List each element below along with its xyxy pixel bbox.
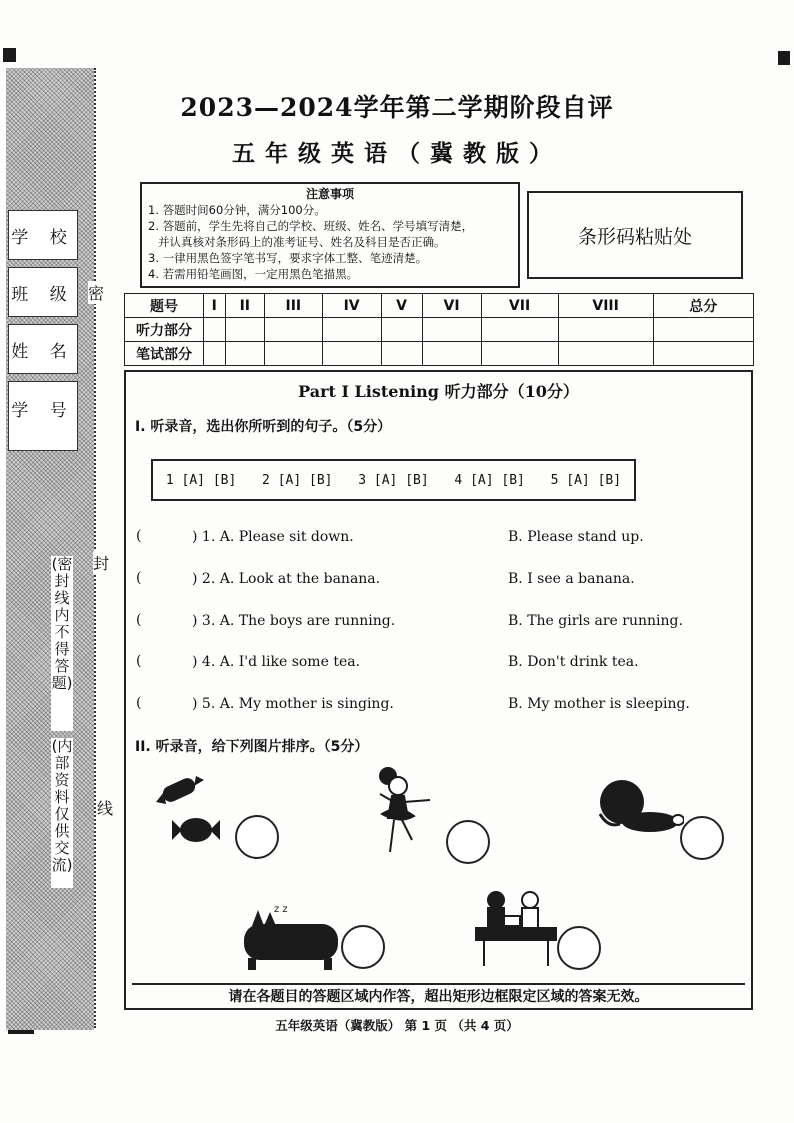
student-id-field[interactable]: 学 号	[8, 381, 78, 451]
answer-option[interactable]: 4 [A] [B]	[454, 472, 525, 488]
score-cell[interactable]	[558, 342, 653, 366]
question-option-a: ) 1. A. Please sit down.	[192, 529, 354, 545]
score-cell[interactable]	[204, 342, 226, 366]
question-option-a: ) 5. A. My mother is singing.	[192, 696, 394, 712]
score-cell[interactable]	[265, 318, 323, 342]
table-header-cell: I	[204, 294, 226, 318]
notice-heading: 注意事项	[305, 187, 354, 201]
seal-char-xian: 线	[97, 796, 113, 819]
score-cell[interactable]	[322, 342, 381, 366]
seal-line	[94, 68, 96, 1028]
section2-heading: II. 听录音，给下列图片排序。（5分）	[135, 739, 369, 755]
table-header-cell: VI	[422, 294, 481, 318]
table-header-cell: 总分	[653, 294, 753, 318]
table-header-cell: III	[265, 294, 323, 318]
page-title: 2023—2024学年第二学期阶段自评	[180, 93, 614, 122]
question-option-a: ) 3. A. The boys are running.	[192, 613, 396, 629]
score-cell[interactable]	[204, 318, 226, 342]
question-option-b: B. The girls are running.	[508, 613, 683, 629]
answer-blank[interactable]: (	[136, 570, 142, 586]
corner-mark	[778, 51, 790, 65]
question-option-b: B. Please stand up.	[508, 529, 644, 545]
table-header-cell: VII	[481, 294, 558, 318]
seal-char-mi: 密	[88, 281, 104, 304]
question-option-b: B. Don't drink tea.	[508, 654, 639, 670]
table-header-cell: VIII	[558, 294, 653, 318]
answer-circle[interactable]	[341, 925, 385, 969]
score-cell[interactable]	[653, 342, 753, 366]
answer-circle[interactable]	[446, 820, 490, 864]
answer-blank[interactable]: (	[136, 612, 142, 628]
section1-heading: I. 听录音，选出你所听到的句子。（5分）	[135, 419, 392, 435]
barcode-area: 条形码粘贴处	[527, 191, 743, 279]
svg-text:z z: z z	[274, 904, 288, 915]
corner-mark	[3, 48, 16, 62]
question-option-a: ) 2. A. Look at the banana.	[192, 571, 381, 587]
notice-item: 并认真核对条形码上的准考证号、姓名及科目是否正确。	[158, 235, 446, 249]
candy-picture	[150, 768, 240, 858]
table-header-cell: IV	[322, 294, 381, 318]
answer-option[interactable]: 3 [A] [B]	[358, 472, 429, 488]
part-title: Part I Listening 听力部分（10分）	[298, 382, 579, 401]
page-footer: 五年级英语（冀教版） 第 1 页 （共 4 页）	[275, 1018, 519, 1033]
score-cell[interactable]	[381, 318, 422, 342]
dancing-girl-picture	[370, 764, 440, 860]
answer-circle[interactable]	[235, 815, 279, 859]
question-option-b: B. My mother is sleeping.	[508, 696, 690, 712]
score-cell[interactable]	[481, 318, 558, 342]
notice-box	[140, 182, 520, 288]
question-option-a: ) 4. A. I'd like some tea.	[192, 654, 361, 670]
table-header-cell: 题号	[125, 294, 204, 318]
answer-blank[interactable]: (	[136, 653, 142, 669]
notice-item: 3. 一律用黑色签字笔书写，要求字体工整、笔迹清楚。	[148, 251, 428, 265]
score-cell[interactable]	[381, 342, 422, 366]
answer-area-warning: 请在各题目的答题区域内作答，超出矩形边框限定区域的答案无效。	[132, 983, 745, 1007]
score-table	[124, 293, 754, 366]
swimming-boy-picture	[592, 772, 684, 844]
name-field[interactable]: 姓 名	[8, 324, 78, 374]
answer-blank[interactable]: (	[136, 695, 142, 711]
table-header-cell: II	[225, 294, 265, 318]
children-drawing-picture	[470, 886, 562, 972]
score-cell[interactable]	[422, 318, 481, 342]
notice-item: 4. 若需用铅笔画图，一定用黑色笔描黑。	[148, 267, 359, 281]
score-cell[interactable]	[481, 342, 558, 366]
table-row	[125, 318, 754, 342]
answer-circle[interactable]	[557, 926, 601, 970]
table-header-cell: V	[381, 294, 422, 318]
score-cell[interactable]	[265, 342, 323, 366]
answer-circle[interactable]	[680, 816, 724, 860]
score-cell[interactable]	[225, 342, 265, 366]
sleeping-cat-picture	[238, 900, 342, 972]
notice-item: 1. 答题时间60分钟，满分100分。	[148, 203, 326, 217]
score-cell[interactable]	[225, 318, 265, 342]
answer-options-box	[151, 459, 636, 501]
score-cell[interactable]	[558, 318, 653, 342]
row-label-writing: 笔试部分	[125, 342, 204, 366]
question-option-b: B. I see a banana.	[508, 571, 635, 587]
answer-blank[interactable]: (	[136, 528, 142, 544]
internal-note: (内部资料 仅供交流)	[51, 738, 73, 888]
class-field[interactable]: 班 级	[8, 267, 78, 317]
score-cell[interactable]	[422, 342, 481, 366]
score-cell[interactable]	[653, 318, 753, 342]
answer-option[interactable]: 1 [A] [B]	[165, 472, 237, 488]
row-label-listening: 听力部分	[125, 318, 204, 342]
notice-item: 2. 答题前，学生先将自己的学校、班级、姓名、学号填写清楚，	[148, 219, 474, 233]
score-cell[interactable]	[322, 318, 381, 342]
table-row	[125, 342, 754, 366]
score-table-header	[125, 294, 754, 318]
answer-option[interactable]: 2 [A] [B]	[262, 472, 333, 488]
school-field[interactable]: 学 校	[8, 210, 78, 260]
seal-char-feng: 封	[93, 551, 109, 574]
page-subtitle: 五年级英语（冀教版）	[232, 140, 562, 167]
seal-warning: (密封线内不得答题)	[51, 556, 73, 731]
answer-option[interactable]: 5 [A] [B]	[550, 472, 622, 488]
